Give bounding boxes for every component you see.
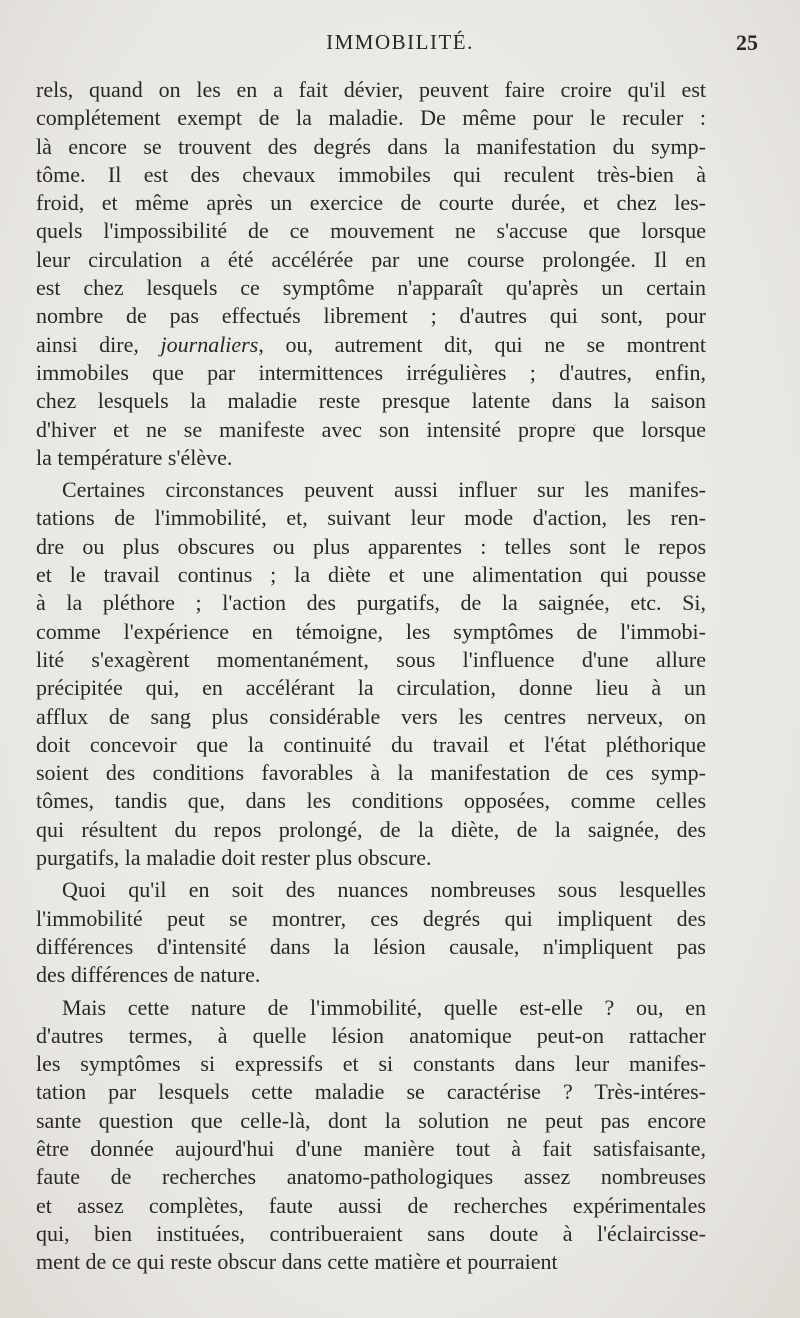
- text-line: la température s'élève.: [36, 444, 233, 470]
- text-line: Mais cette nature de l'immobilité, quelle est-elle ? ou, en: [62, 994, 706, 1020]
- text-line: ment de ce qui reste obscur dans cette matière et pourraient: [36, 1249, 558, 1275]
- text-line: nombre de pas effectués librement ; d'autres qui sont, pour: [36, 303, 706, 329]
- text-line: doit concevoir que la continuité du travail et l'état pléthorique: [36, 731, 706, 757]
- text-line: immobiles que par intermittences irrégulières ; d'autres, enfin,: [36, 359, 706, 385]
- text-line: quels l'impossibilité de ce mouvement ne s'accuse que lorsque: [36, 218, 706, 244]
- text-line: Certaines circonstances peuvent aussi influer sur les manifes-: [62, 477, 706, 503]
- paragraph: [36, 876, 706, 989]
- text-line: qui résultent du repos prolongé, de la diète, de la saignée, des: [36, 816, 706, 842]
- text-line: les symptômes si expressifs et si constants dans leur manifes-: [36, 1051, 706, 1077]
- text-line: purgatifs, la maladie doit rester plus obscure.: [36, 845, 432, 871]
- text-line: tômes, tandis que, dans les conditions opposées, comme celles: [36, 788, 706, 814]
- text-line: qui, bien instituées, contribueraient sans doute à l'éclaircisse-: [36, 1220, 706, 1246]
- text-line: afflux de sang plus considérable vers les centres nerveux, on: [36, 703, 706, 729]
- text-line: l'immobilité peut se montrer, ces degrés qui impliquent des: [36, 905, 706, 931]
- text-line: sante question que celle-là, dont la solution ne peut pas encore: [36, 1107, 706, 1133]
- text-line: être donnée aujourd'hui d'une manière tout à fait satisfaisante,: [36, 1135, 706, 1161]
- text-line: tôme. Il est des chevaux immobiles qui reculent très-bien à: [36, 161, 706, 187]
- text-line: et assez complètes, faute aussi de recherches expérimentales: [36, 1192, 706, 1218]
- text-line: différences d'intensité dans la lésion causale, n'impliquent pas: [36, 933, 706, 959]
- text-line: leur circulation a été accélérée par une course prolongée. Il en: [36, 246, 706, 272]
- text-line: d'hiver et ne se manifeste avec son intensité propre que lorsque: [36, 416, 706, 442]
- text-line: dre ou plus obscures ou plus apparentes : telles sont le repos: [36, 533, 706, 559]
- text-line: Quoi qu'il en soit des nuances nombreuses sous lesquelles: [62, 877, 706, 903]
- text-line: est chez lesquels ce symptôme n'apparaît qu'après un certain: [36, 275, 706, 301]
- text-line: d'autres termes, à quelle lésion anatomique peut-on rattacher: [36, 1022, 706, 1048]
- running-title: IMMOBILITÉ.: [326, 30, 474, 54]
- text-line: et le travail continus ; la diète et une alimentation qui pousse: [36, 562, 706, 588]
- text-line: à la pléthore ; l'action des purgatifs, de la saignée, etc. Si,: [36, 590, 706, 616]
- text-line: froid, et même après un exercice de courte durée, et chez les-: [36, 190, 706, 216]
- text-line: faute de recherches anatomo-pathologiques assez nombreuses: [36, 1164, 706, 1190]
- text-line: ainsi dire, journaliers, ou, autrement dit, qui ne se montrent: [36, 331, 706, 357]
- text-line: rels, quand on les en a fait dévier, peuvent faire croire qu'il est: [36, 77, 706, 102]
- text-line: lité s'exagèrent momentanément, sous l'influence d'une allure: [36, 646, 706, 672]
- text-line: chez lesquels la maladie reste presque latente dans la saison: [36, 388, 706, 414]
- text-line: tations de l'immobilité, et, suivant leur mode d'action, les ren-: [36, 505, 706, 531]
- text-line: complétement exempt de la maladie. De même pour le reculer :: [36, 105, 706, 131]
- text-line: des différences de nature.: [36, 962, 261, 988]
- body-text: [36, 76, 706, 1276]
- page-number: 25: [736, 30, 758, 55]
- text-line: précipitée qui, en accélérant la circulation, donne lieu à un: [36, 675, 706, 701]
- text-line: là encore se trouvent des degrés dans la manifestation du symp-: [36, 133, 706, 159]
- running-head: [36, 30, 764, 60]
- text-line: comme l'expérience en témoigne, les symptômes de l'immobi-: [36, 618, 706, 644]
- text-line: soient des conditions favorables à la manifestation de ces symp-: [36, 760, 706, 786]
- paragraph: [36, 994, 706, 1277]
- paragraph: [36, 76, 706, 472]
- text-line: tation par lesquels cette maladie se caractérise ? Très-intéres-: [36, 1079, 706, 1105]
- paragraph: [36, 476, 706, 872]
